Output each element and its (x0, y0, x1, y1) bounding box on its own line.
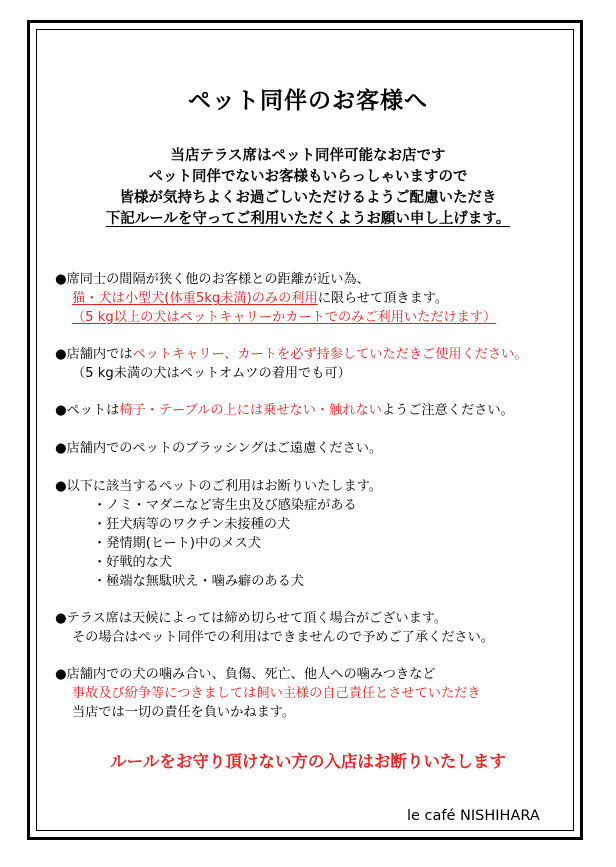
rule-3-line-1 (55, 401, 575, 420)
rule-2-highlight: ペットキャリー、カートを必ず持参していただきご使用ください。 (132, 347, 528, 362)
intro-line-1: 当店テラス席はペット同伴可能なお店です (170, 148, 446, 164)
closing-notice: ルールをお守り頂けない方の入店はお断りいたします (110, 752, 506, 771)
rule-2-line-1 (55, 345, 575, 364)
rule-4-line-1: ●店舗内でのペットのブラッシングはご遠慮ください。 (55, 441, 383, 456)
list-item: ・狂犬病等のワクチン未接種の犬 (93, 517, 291, 532)
rule-1-line-1: ●席同士の間隔が狭く他のお客様との距離が近い為、 (55, 272, 370, 287)
page-title: ペット同伴のお客様へ (188, 88, 428, 114)
list-item: ・極端な無駄吠え・噛み癖のある犬 (93, 574, 304, 589)
list-item: ・発情期(ヒート)中のメス犬 (93, 536, 262, 551)
intro-line-3: 皆様が気持ちよくお過ごしいただけるようご配慮いただき (119, 190, 497, 206)
intro-text (0, 146, 616, 230)
rule-7-line-3: 当店では一切の責任を負いかねます。 (72, 705, 296, 720)
rule-2-prefix: ●店舗内では (55, 347, 133, 362)
rule-1-line-3: （5 kg以上の犬はペットキャリーかカートでのみご利用いただけます） (72, 310, 497, 325)
rule-3-suffix: ようご注意ください。 (381, 403, 514, 418)
rule-2-line-2: （5 kg未満の犬はペットオムツの着用でも可） (72, 366, 351, 381)
rule-liability (55, 665, 575, 722)
rule-carrier (55, 345, 575, 383)
rule-furniture (55, 401, 575, 420)
list-item: ・ノミ・マダニなど寄生虫及び感染症がある (93, 498, 357, 513)
rule-6-line-2: その場合はペット同伴での利用はできませんので予めご了承ください。 (72, 630, 494, 645)
intro-line-4: 下記ルールを守ってご利用いただくようお願い申し上げます。 (105, 211, 511, 227)
rule-5-line-1: ●以下に該当するペットのご利用はお断りいたします。 (55, 479, 382, 494)
rule-6-line-1: ●テラス席は天候によっては締め切らせて頂く場合がございます。 (55, 611, 448, 626)
rule-1-line-2-rest: に限らせて頂きます。 (317, 291, 449, 306)
rule-brushing (55, 439, 575, 458)
rule-pet-size (55, 270, 575, 327)
rule-weather (55, 609, 575, 647)
rule-3-prefix: ●ペットは (55, 403, 120, 418)
cafe-name: le café NISHIHARA (407, 808, 540, 824)
list-item: ・好戦的な犬 (93, 555, 173, 570)
rule-3-highlight: 椅子・テーブルの上には乗せない・触れない (119, 403, 382, 418)
rule-refusal (55, 477, 575, 591)
rule-7-line-2: 事故及び紛争等につきましては飼い主様の自己責任とさせていただき (72, 686, 481, 701)
rule-1-highlight: 猫・犬は小型犬(体重5kg未満)のみの利用 (72, 291, 318, 306)
rule-7-line-1: ●店舗内での犬の噛み合い、負傷、死亡、他人への噛みつきなど (55, 667, 436, 682)
intro-line-2: ペット同伴でないお客様もいらっしゃいますので (148, 169, 468, 185)
rule-1-line-2 (55, 289, 575, 308)
